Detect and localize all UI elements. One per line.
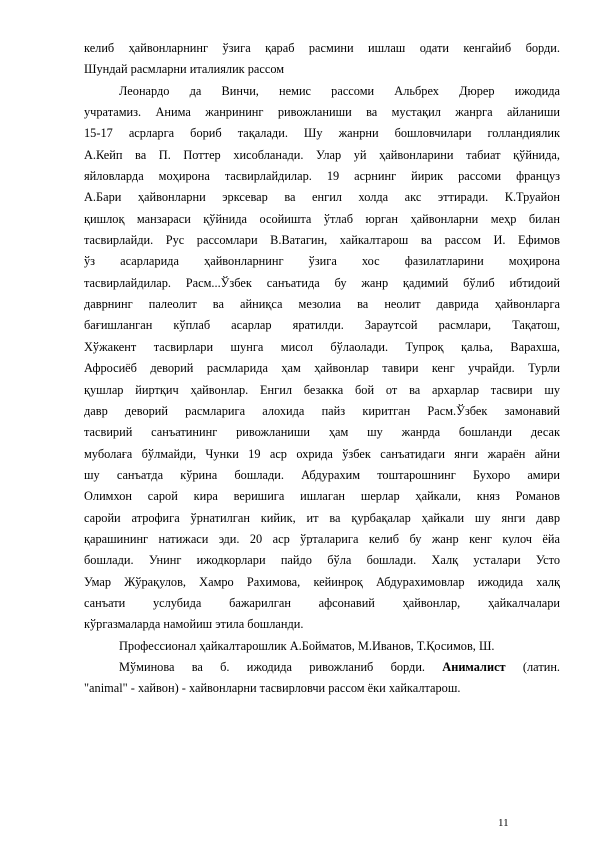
text-line: учратамиз. Анима жанрининг ривожланиши ва мустақил жанрга айланиши — [84, 105, 560, 120]
text-line: бағишланган кўплаб асарлар яратилди. Зараутсой расмлари, Тақатош, — [84, 318, 560, 333]
text-line: Хўжакент тасвирлари шунга мисол бўлаолади. Тупроқ қальа, Варахша, — [84, 339, 560, 354]
text-line: яйловларда моҳирона тасвирлайдилар. 19 асрнинг йирик рассоми француз — [84, 169, 560, 184]
text-line: қарашининг натижаси эди. 20 аср ўрталарига келиб бу жанр кенг кулоч ёйа — [84, 531, 560, 546]
text-line: Леонардо да Винчи, немис рассоми Альбрех Дюрер ижодида — [119, 83, 560, 98]
text-line: Профессионал ҳайкалтарошлик А.Бойматов, М.Иванов, Т.Қосимов, Ш. — [119, 638, 495, 653]
text-line: саройи атрофига ўрнатилган кийик, ит ва қурбақалар ҳайкали шу янги давр — [84, 510, 560, 525]
text-line: Умар Жўрақулов, Хамро Рахимова, кейинроқ Абдурахимовлар ижодида халқ — [84, 574, 560, 589]
text-line: Шундай расмларни италиялик рассом — [84, 62, 285, 77]
term-animalist: Анималист — [442, 659, 506, 674]
text-line — [84, 657, 560, 678]
text-line: кўргазмаларда намойиш этила бошланди. — [84, 617, 304, 632]
text-line: ўз асарларида ҳайвонларнинг ўзига хос фазилатларини моҳирона — [84, 254, 560, 269]
text-line: 15-17 асрларга бориб тақалади. Шу жанрни бошловчилари голландиялик — [84, 126, 560, 141]
text-line: шу санъатда кўрина бошлади. Абдурахим тоштарошнинг Бухоро амири — [84, 467, 560, 482]
text-fragment: (латин. — [522, 659, 561, 674]
text-line: тасвирлайдилар. Расм...Ўзбек санъатида бу жанр қадимий бўлиб ибтидоий — [84, 275, 560, 290]
text-line: муболаға бўлмайди, Чунки 19 аср охрида ўзбек санъатидаги янги жараён айни — [84, 446, 560, 461]
text-line: давр деворий расмларига алохида пайз киритган Расм.Ўзбек замонавий — [84, 403, 560, 418]
text-line: даврнинг палеолит ва айниқса мезолиа ва неолит даврида ҳайвонларга — [84, 297, 560, 312]
text-line: тасвирий санъатининг ривожланиши ҳам шу жанрда бошланди десак — [84, 425, 560, 440]
text-line: Олимхон сарой кира веришига ишлаган шерлар ҳайкали, княз Романов — [84, 489, 560, 504]
text-line: тасвирлайди. Рус рассомлари В.Ватагин, хайкалтарош ва рассом И. Ефимов — [84, 233, 560, 248]
text-line: Афросиёб деворий расмларида ҳам ҳайвонлар тавири кенг учрайди. Турли — [84, 361, 560, 376]
text-line: А.Кейп ва П. Поттер хисобланади. Улар уй ҳайвонларини табиат қўйнида, — [84, 147, 560, 162]
text-line: "animal" - хайвон) - хайвонларни тасвирловчи рассом ёки хайкалтарош. — [84, 681, 461, 696]
text-line: қишлоқ манзараси қўйнида осойишта ўтлаб юрган ҳайвонларни меҳр билан — [84, 211, 560, 226]
text-line: А.Бари ҳайвонларни эрксевар ва енгил холда акс эттиради. К.Труайон — [84, 190, 560, 205]
text-line: санъати услубида бажарилган афсонавий ҳайвонлар, ҳайкалчалари — [84, 595, 560, 610]
text-fragment: Мўминова ва б. ижодида ривожланиб борди. — [119, 659, 426, 674]
body-text — [84, 38, 560, 700]
text-line: келиб ҳайвонларнинг ўзига қараб расмини ишлаш одати кенгайиб борди. — [84, 41, 560, 55]
text-line: қушлар йиртқич ҳайвонлар. Енгил безакка бой от ва архарлар тасвири шу — [84, 382, 560, 397]
text-line: бошлади. Унинг ижодкорлари пайдо бўла бошлади. Халқ усталари Усто — [84, 553, 560, 568]
page-number: 11 — [498, 817, 509, 829]
